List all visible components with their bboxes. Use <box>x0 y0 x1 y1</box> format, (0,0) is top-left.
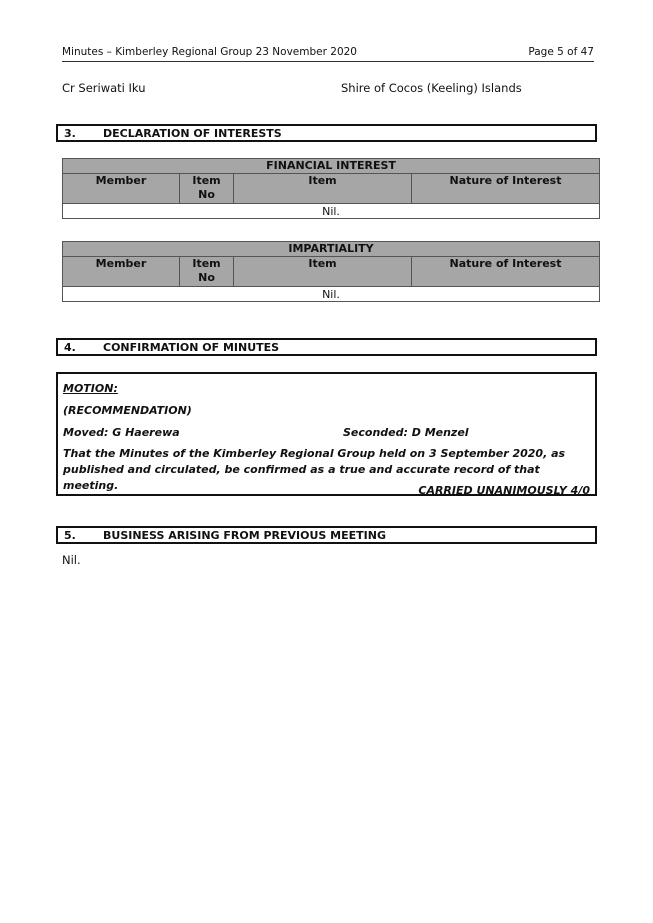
table-caption: IMPARTIALITY <box>63 242 600 257</box>
table-row: Nil. <box>63 204 600 219</box>
impartiality-table <box>62 241 600 302</box>
attendee-organisation: Shire of Cocos (Keeling) Islands <box>341 81 522 95</box>
motion-moved: Moved: G Haerewa <box>63 426 180 439</box>
attendee-name: Cr Seriwati Iku <box>62 81 146 95</box>
section-title: DECLARATION OF INTERESTS <box>103 127 282 140</box>
section-number: 3. <box>64 127 76 140</box>
column-header-nature: Nature of Interest <box>412 174 600 204</box>
section-title: BUSINESS ARISING FROM PREVIOUS MEETING <box>103 529 386 542</box>
column-header-item: Item <box>234 174 412 204</box>
header-document-title: Minutes – Kimberley Regional Group 23 November 2020 <box>62 46 357 58</box>
column-header-item: Item <box>234 257 412 287</box>
financial-interest-table <box>62 158 600 219</box>
column-header-nature: Nature of Interest <box>412 257 600 287</box>
section-heading-declaration <box>56 124 597 142</box>
header-page-number: Page 5 of 47 <box>528 46 594 58</box>
column-header-item-no-line2: No <box>198 271 215 284</box>
column-header-item-no-line1: Item <box>192 257 221 270</box>
section-number: 5. <box>64 529 76 542</box>
motion-label: MOTION: <box>63 382 118 395</box>
motion-text: That the Minutes of the Kimberley Regional Group held on 3 September 2020, as published and circulated, be confirmed as a true and accurate record of that meeting. <box>63 447 566 492</box>
page-header <box>62 45 594 62</box>
section-heading-confirmation <box>56 338 597 356</box>
column-header-member: Member <box>63 257 180 287</box>
table-row: Nil. <box>63 287 600 302</box>
section-heading-business-arising <box>56 526 597 544</box>
column-header-item-no-line1: Item <box>192 174 221 187</box>
column-header-item-no <box>180 257 234 287</box>
table-caption: FINANCIAL INTEREST <box>63 159 600 174</box>
section-title: CONFIRMATION OF MINUTES <box>103 341 280 354</box>
column-header-item-no-line2: No <box>198 188 215 201</box>
motion-box <box>56 372 597 496</box>
section-number: 4. <box>64 341 76 354</box>
column-header-item-no <box>180 174 234 204</box>
motion-result: CARRIED UNANIMOUSLY 4/0 <box>418 484 590 497</box>
motion-seconded: Seconded: D Menzel <box>343 426 469 439</box>
motion-recommendation: (RECOMMENDATION) <box>63 404 192 417</box>
column-header-member: Member <box>63 174 180 204</box>
section-body-text: Nil. <box>62 553 81 567</box>
